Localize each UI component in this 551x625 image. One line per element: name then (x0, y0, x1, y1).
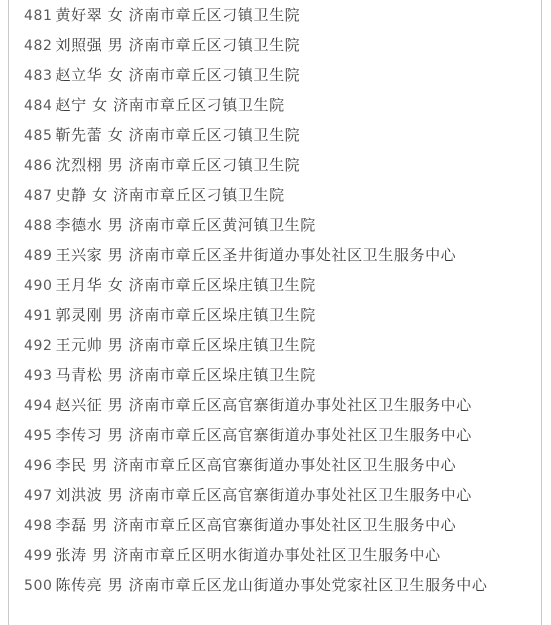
entry-text: 马青松 男 济南市章丘区垛庄镇卫生院 (55, 366, 316, 384)
entry-text: 靳先蕾 女 济南市章丘区刁镇卫生院 (55, 126, 301, 144)
entry-text: 王兴家 男 济南市章丘区圣井街道办事处社区卫生服务中心 (55, 246, 457, 264)
entry-number: 491 (24, 308, 53, 324)
entry-number: 499 (24, 548, 53, 564)
name-list (24, 0, 529, 601)
list-item (24, 450, 529, 480)
entry-text: 李民 男 济南市章丘区高官寨街道办事处社区卫生服务中心 (55, 456, 457, 474)
list-item (24, 390, 529, 420)
entry-number: 492 (24, 338, 53, 354)
list-item (24, 330, 529, 360)
list-item (24, 270, 529, 300)
entry-text: 赵兴征 男 济南市章丘区高官寨街道办事处社区卫生服务中心 (55, 396, 472, 414)
entry-number: 485 (24, 128, 53, 144)
entry-text: 黄好翠 女 济南市章丘区刁镇卫生院 (55, 6, 301, 24)
entry-number: 481 (24, 8, 53, 24)
entry-number: 500 (24, 578, 53, 594)
entry-number: 488 (24, 218, 53, 234)
entry-number: 494 (24, 398, 53, 414)
entry-number: 490 (24, 278, 53, 294)
entry-text: 史静 女 济南市章丘区刁镇卫生院 (55, 186, 285, 204)
entry-number: 497 (24, 488, 53, 504)
entry-number: 487 (24, 188, 53, 204)
list-item (24, 210, 529, 240)
entry-number: 489 (24, 248, 53, 264)
list-item (24, 120, 529, 150)
list-item (24, 150, 529, 180)
list-item (24, 240, 529, 270)
entry-number: 495 (24, 428, 53, 444)
list-item (24, 360, 529, 390)
list-item (24, 30, 529, 60)
entry-text: 张涛 男 济南市章丘区明水街道办事处社区卫生服务中心 (55, 546, 441, 564)
entry-number: 496 (24, 458, 53, 474)
list-item (24, 180, 529, 210)
list-item (24, 570, 529, 601)
entry-number: 483 (24, 68, 53, 84)
list-item (24, 480, 529, 510)
entry-text: 李传习 男 济南市章丘区高官寨街道办事处社区卫生服务中心 (55, 426, 472, 444)
list-item (24, 510, 529, 540)
entry-text: 赵宁 女 济南市章丘区刁镇卫生院 (55, 96, 285, 114)
list-item (24, 540, 529, 570)
list-item (24, 90, 529, 120)
list-item (24, 0, 529, 30)
list-item (24, 60, 529, 90)
entry-text: 王元帅 男 济南市章丘区垛庄镇卫生院 (55, 336, 316, 354)
entry-text: 陈传亮 男 济南市章丘区龙山街道办事处党家社区卫生服务中心 (55, 576, 488, 594)
list-item (24, 420, 529, 450)
entry-text: 刘洪波 男 济南市章丘区高官寨街道办事处社区卫生服务中心 (55, 486, 472, 504)
entry-text: 赵立华 女 济南市章丘区刁镇卫生院 (55, 66, 301, 84)
list-item (24, 300, 529, 330)
entry-text: 李磊 男 济南市章丘区高官寨街道办事处社区卫生服务中心 (55, 516, 457, 534)
entry-number: 493 (24, 368, 53, 384)
entry-number: 484 (24, 98, 53, 114)
entry-number: 482 (24, 38, 53, 54)
entry-text: 郭灵刚 男 济南市章丘区垛庄镇卫生院 (55, 306, 316, 324)
entry-number: 486 (24, 158, 53, 174)
entry-text: 李德水 男 济南市章丘区黄河镇卫生院 (55, 216, 316, 234)
entry-text: 沈烈栩 男 济南市章丘区刁镇卫生院 (55, 156, 301, 174)
entry-text: 王月华 女 济南市章丘区垛庄镇卫生院 (55, 276, 316, 294)
entry-text: 刘照强 男 济南市章丘区刁镇卫生院 (55, 36, 301, 54)
entry-number: 498 (24, 518, 53, 534)
